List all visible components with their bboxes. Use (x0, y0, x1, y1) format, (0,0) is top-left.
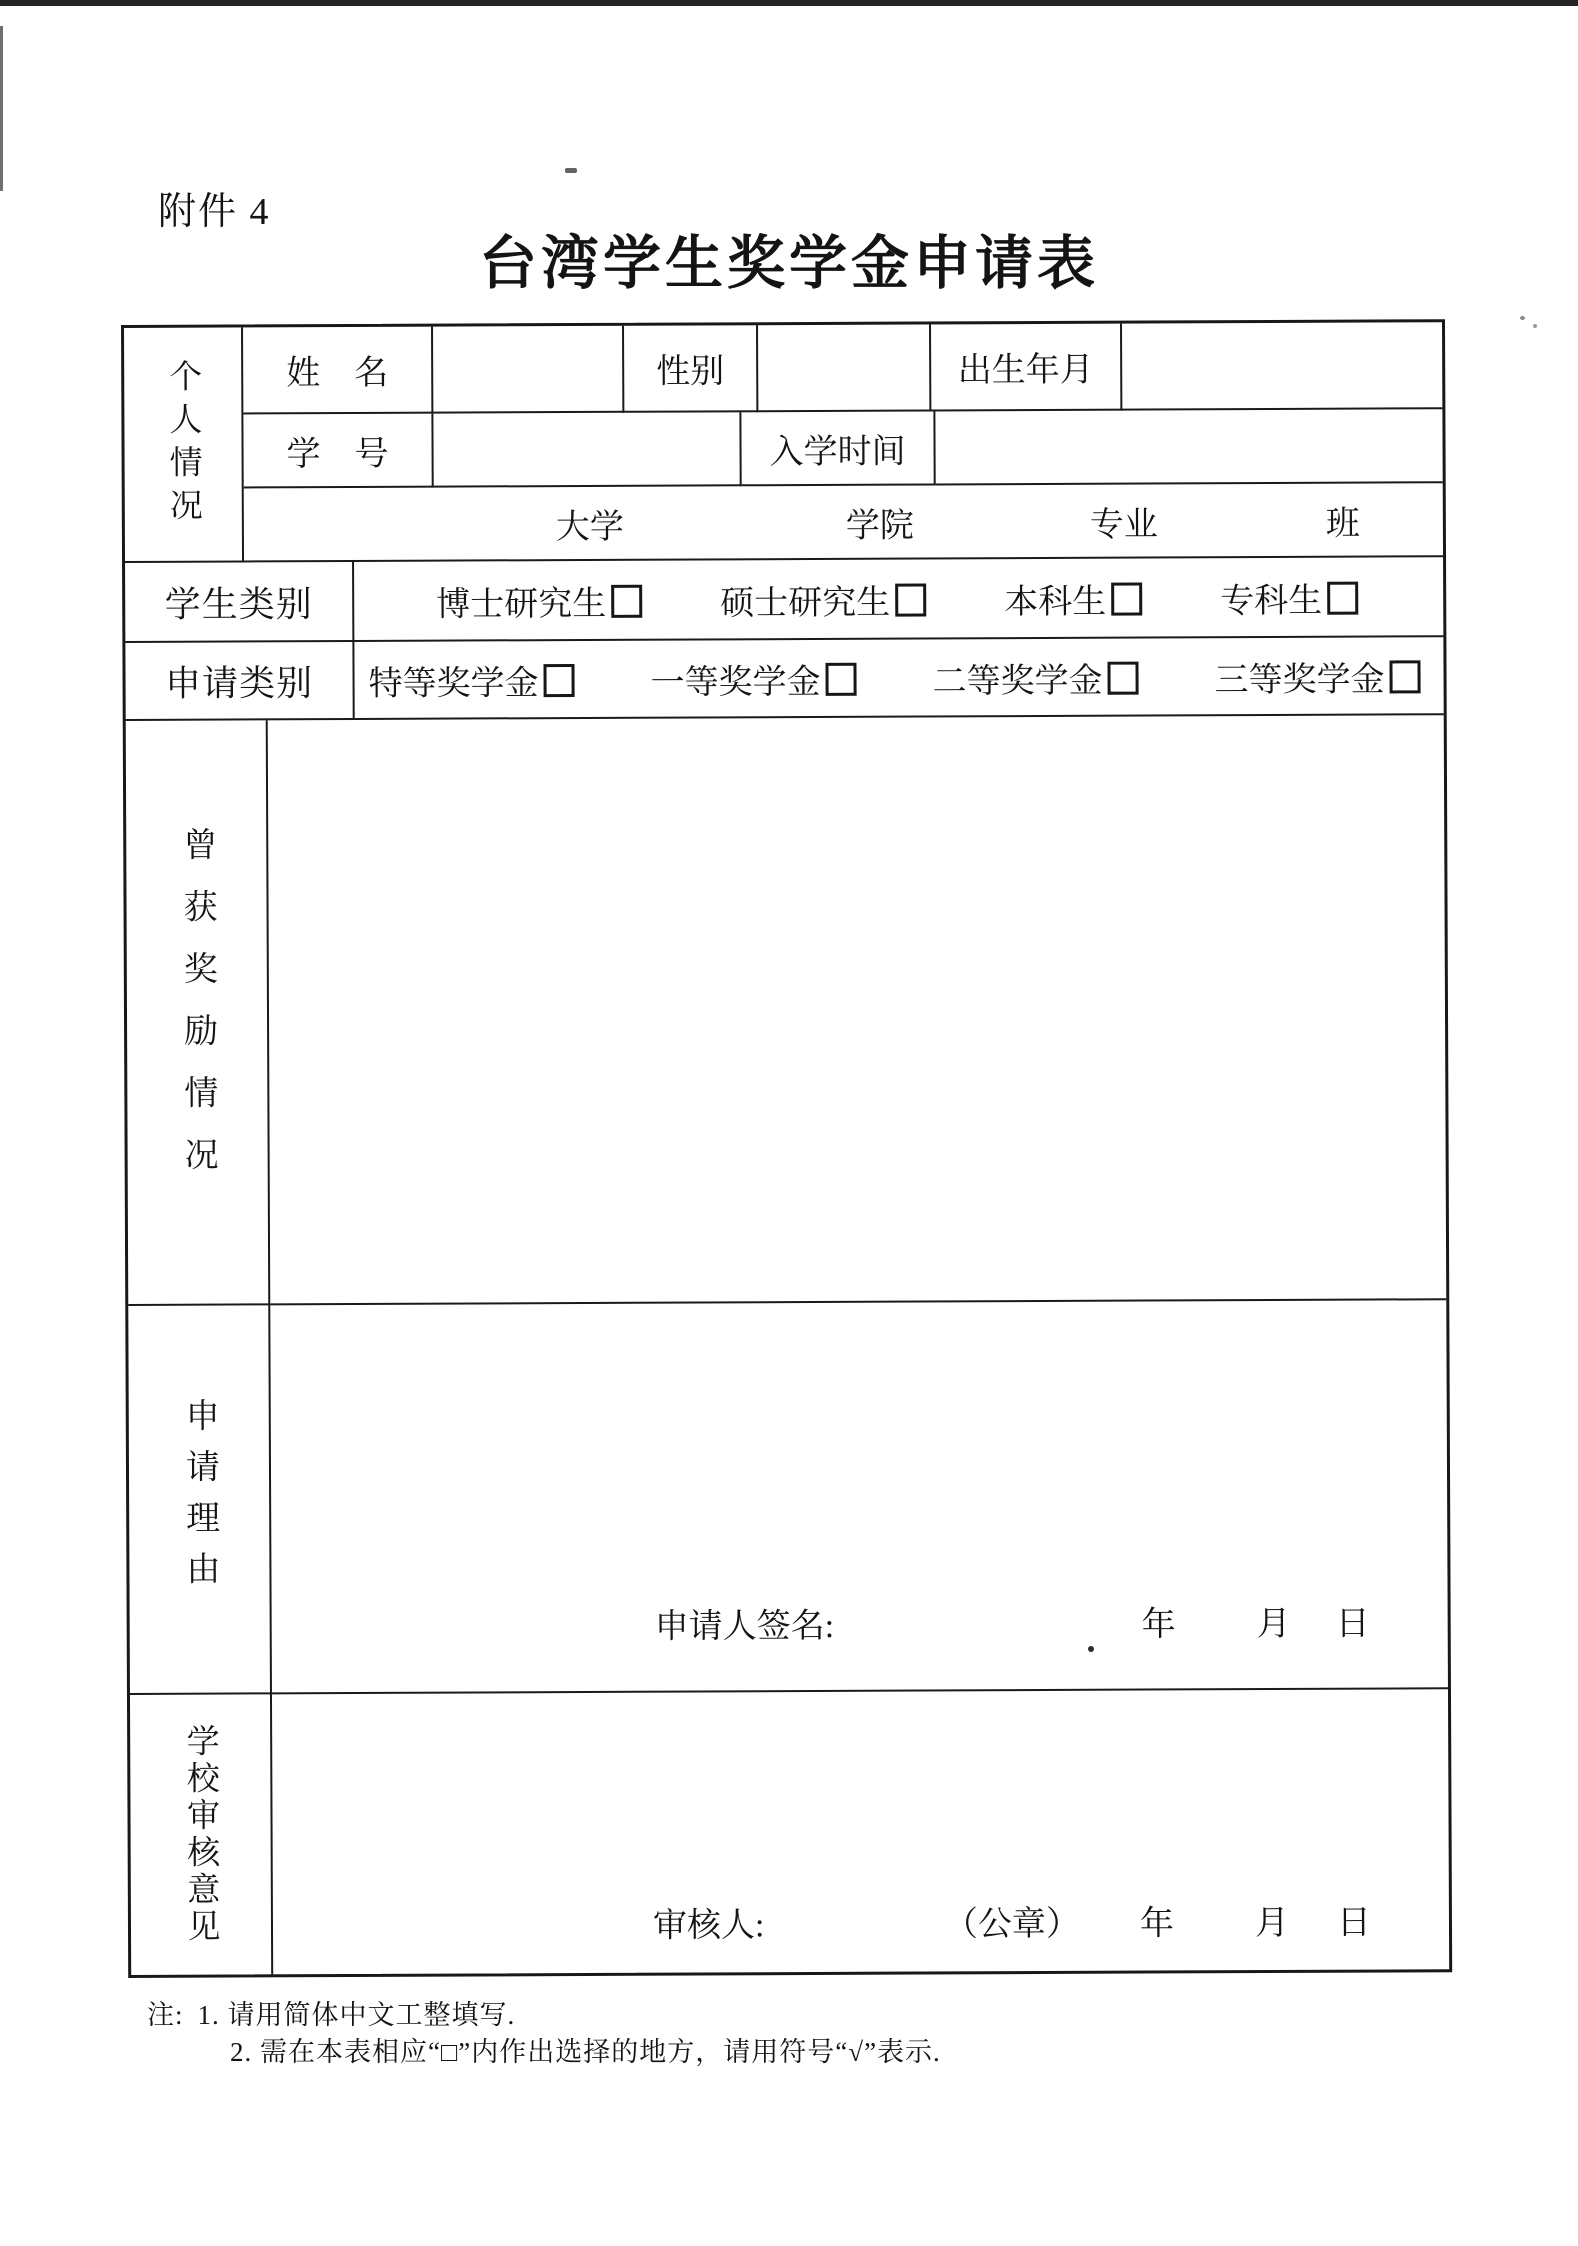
option-master (720, 574, 926, 624)
application-category-label: 申请类别 (125, 642, 354, 721)
gender-field-value[interactable] (758, 324, 931, 412)
enrollment-time-field-value[interactable] (935, 409, 1442, 485)
student-category-label: 学生类别 (125, 562, 354, 643)
second-scholarship-checkbox[interactable] (1107, 661, 1138, 694)
bachelor-checkbox[interactable] (1111, 582, 1142, 615)
college-label: 学院 (845, 507, 914, 545)
awards-section-label: 曾获奖励情况 (177, 826, 217, 1199)
option-second-scholarship (932, 652, 1138, 702)
notes-prefix: 注: (147, 2000, 184, 2030)
option-bachelor (1004, 573, 1142, 623)
review-year-label: 年 (1139, 1905, 1175, 1943)
option-associate-label: 专科生 (1220, 582, 1323, 620)
option-doctoral (436, 575, 642, 625)
name-field-value[interactable] (433, 326, 624, 414)
affiliation-row[interactable] (244, 483, 1443, 562)
option-third-label: 三等奖学金 (1214, 660, 1385, 699)
application-form-table (121, 319, 1452, 1978)
scan-speck (1533, 324, 1537, 328)
application-category-options (354, 637, 1443, 720)
note-item-2: 2. 需在本表相应“□”内作出选择的地方，请用符号“√”表示. (230, 2037, 941, 2067)
personal-section-label: 个人情况 (164, 358, 201, 531)
personal-section-cell (124, 327, 244, 563)
scan-edge-artifact (0, 26, 3, 191)
student-id-field-label: 学 号 (243, 414, 433, 489)
class-label: 班 (1325, 505, 1360, 543)
doctoral-checkbox[interactable] (611, 584, 642, 617)
master-checkbox[interactable] (895, 583, 926, 616)
first-scholarship-checkbox[interactable] (825, 662, 856, 695)
applicant-signature-label: 申请人签名: (654, 1607, 835, 1646)
option-special-label: 特等奖学金 (368, 664, 539, 703)
name-field-label: 姓 名 (243, 327, 433, 415)
review-content-area[interactable] (272, 1689, 1449, 1974)
reviewer-label: 审核人: (652, 1907, 765, 1945)
special-scholarship-checkbox[interactable] (543, 664, 574, 697)
birth-date-field-value[interactable] (1122, 322, 1442, 410)
option-first-label: 一等奖学金 (650, 663, 821, 702)
major-label: 专业 (1089, 505, 1158, 544)
note-line-1 (147, 1993, 515, 2032)
reason-content-area[interactable] (270, 1300, 1448, 1694)
review-month-label: 月 (1254, 1904, 1290, 1943)
birth-date-field-label: 出生年月 (931, 324, 1122, 412)
attachment-label: 附件 4 (158, 191, 271, 233)
student-id-field-value[interactable] (433, 412, 741, 487)
review-day-label: 日 (1336, 1904, 1372, 1942)
awards-content-area[interactable] (268, 715, 1447, 1305)
official-seal-label: （公章） (943, 1905, 1081, 1944)
option-bachelor-label: 本科生 (1004, 583, 1107, 621)
enrollment-time-field-label: 入学时间 (741, 411, 935, 486)
review-section-cell (130, 1694, 273, 1975)
scan-edge-artifact (0, 0, 1578, 6)
page-title: 台湾学生奖学金申请表 (478, 231, 1099, 296)
reason-day-label: 日 (1335, 1605, 1370, 1643)
reason-section-label: 申请理由 (180, 1397, 219, 1602)
option-associate (1220, 572, 1358, 622)
option-special-scholarship (368, 655, 574, 705)
gender-field-label: 性别 (624, 325, 758, 413)
student-category-options (354, 557, 1443, 642)
option-third-scholarship (1214, 651, 1420, 701)
reason-year-label: 年 (1141, 1606, 1176, 1644)
scan-speck (565, 168, 577, 173)
review-section-label: 学校审核意见 (181, 1723, 219, 1946)
note-item-1: 1. 请用简体中文工整填写. (197, 2000, 516, 2030)
associate-checkbox[interactable] (1327, 581, 1358, 614)
option-first-scholarship (650, 653, 856, 703)
scan-speck (1520, 316, 1525, 320)
third-scholarship-checkbox[interactable] (1389, 660, 1420, 693)
reason-month-label: 月 (1256, 1605, 1291, 1644)
awards-section-cell (126, 720, 271, 1306)
note-line-2 (230, 2030, 941, 2069)
reason-section-cell (128, 1305, 272, 1695)
option-second-label: 二等奖学金 (932, 662, 1103, 700)
university-label: 大学 (555, 508, 624, 546)
option-master-label: 硕士研究生 (720, 584, 891, 622)
option-doctoral-label: 博士研究生 (436, 585, 607, 624)
